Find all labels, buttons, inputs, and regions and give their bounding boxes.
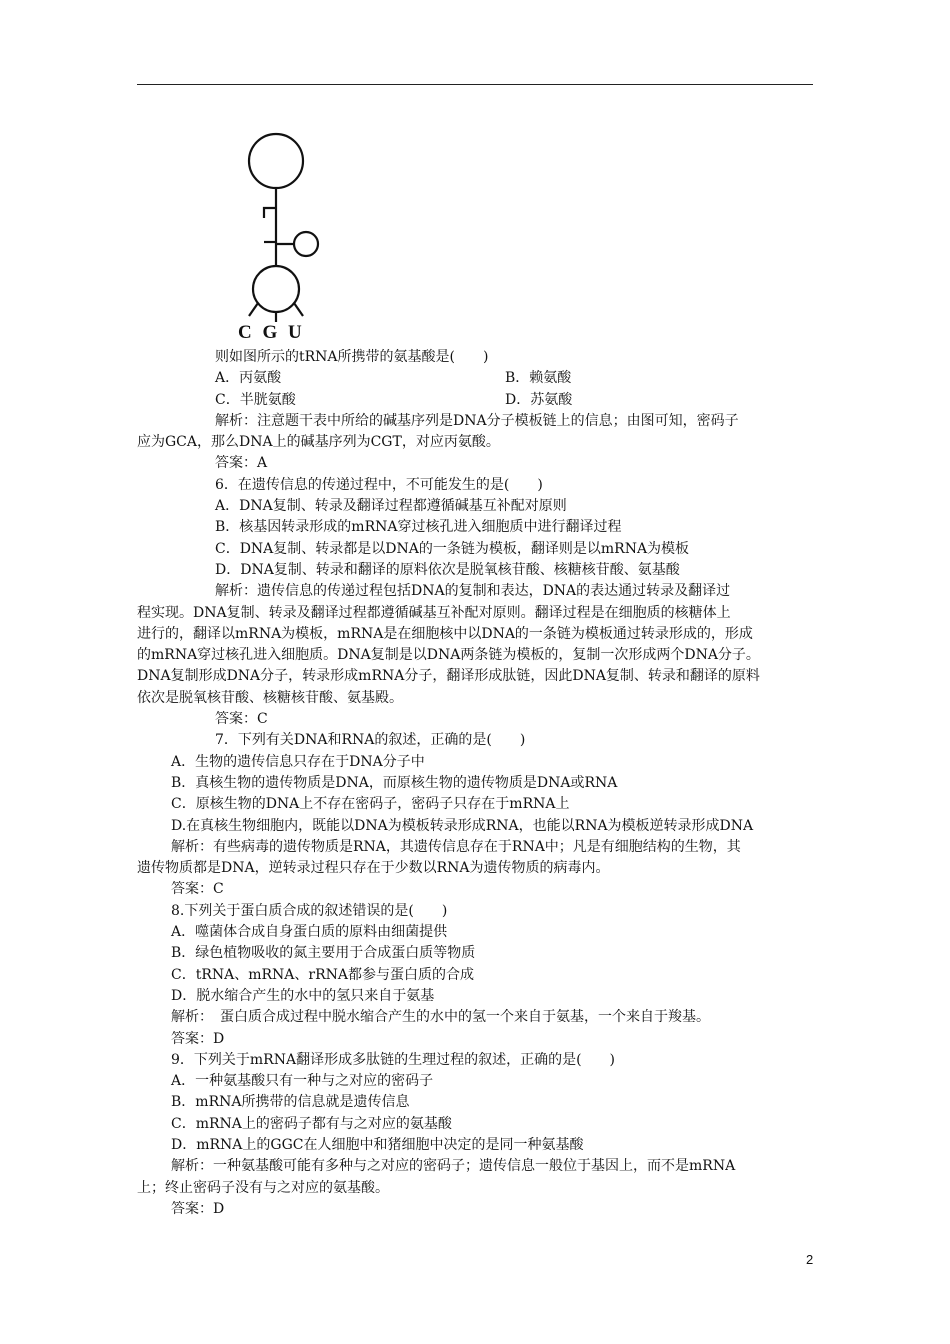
q9-option-b: B．mRNA所携带的信息就是遗传信息 <box>171 1094 410 1111</box>
q6-analysis-line: DNA复制形成DNA分子，转录形成mRNA分子，翻译形成肽链，因此DNA复制、转录和翻译的原料 <box>137 668 760 685</box>
question-content <box>137 347 827 1220</box>
q6-analysis-line: 的mRNA穿过核孔进入细胞质。DNA复制是以DNA两条链为模板的，复制一次形成两个DNA分子。 <box>137 647 760 664</box>
q8-analysis-line: 解析： 蛋白质合成过程中脱水缩合产生的水中的氢一个来自于氨基，一个来自于羧基。 <box>171 1009 710 1026</box>
trna-acceptor-arm <box>264 208 276 218</box>
q6-option-d: D．DNA复制、转录和翻译的原料依次是脱氧核苷酸、核糖核苷酸、氨基酸 <box>215 561 680 578</box>
q9-analysis-line: 解析：一种氨基酸可能有多种与之对应的密码子；遗传信息一般位于基因上，而不是mRNA <box>171 1158 736 1175</box>
q7-analysis-line: 解析：有些病毒的遗传物质是RNA，其遗传信息存在于RNA中；凡是有细胞结构的生物，其 <box>171 838 741 855</box>
q5-option-a: A．丙氨酸 <box>215 370 282 387</box>
q5-stem: 则如图所示的tRNA所携带的氨基酸是( ) <box>215 349 489 365</box>
q5-analysis-line: 应为GCA，那么DNA上的碱基序列为CGT，对应丙氨酸。 <box>137 434 500 451</box>
trna-top-loop <box>249 134 303 188</box>
q6-analysis-line: 进行的，翻译以mRNA为模板，mRNA是在细胞核中以DNA的一条链为模板通过转录形成的，形成 <box>137 625 753 642</box>
q6-option-c: C．DNA复制、转录都是以DNA的一条链为模板，翻译则是以mRNA为模板 <box>215 540 690 557</box>
q8-option-d: D．脱水缩合产生的水中的氢只来自于氨基 <box>171 987 435 1004</box>
q6-option-b: B．核基因转录形成的mRNA穿过核孔进入细胞质中进行翻译过程 <box>215 519 622 536</box>
q8-option-b: B．绿色植物吸收的氮主要用于合成蛋白质等物质 <box>171 945 476 962</box>
q7-option-c: C．原核生物的DNA上不存在密码子，密码子只存在于mRNA上 <box>171 796 570 813</box>
q5-option-c: C．半胱氨酸 <box>215 391 296 408</box>
q8-option-a: A．噬菌体合成自身蛋白质的原料由细菌提供 <box>171 924 448 941</box>
q6-analysis-line: 程实现。DNA复制、转录及翻译过程都遵循碱基互补配对原则。翻译过程是在细胞质的核糖体上 <box>137 604 731 621</box>
q9-stem: 9．下列关于mRNA翻译形成多肽链的生理过程的叙述，正确的是( ) <box>171 1051 616 1068</box>
trna-anticodon-loop <box>253 266 299 312</box>
q5-options-row1 <box>137 368 827 389</box>
q9-option-c: C．mRNA上的密码子都有与之对应的氨基酸 <box>171 1115 452 1132</box>
q7-analysis-line: 遗传物质都是DNA，逆转录过程只存在于少数以RNA为遗传物质的病毒内。 <box>137 860 610 877</box>
q5-answer: 答案：A <box>215 455 268 472</box>
q6-option-a: A．DNA复制、转录及翻译过程都遵循碱基互补配对原则 <box>215 498 567 515</box>
q9-option-d: D．mRNA上的GGC在人细胞中和猪细胞中决定的是同一种氨基酸 <box>171 1136 584 1153</box>
trna-diagram <box>236 124 346 346</box>
trna-right-loop <box>294 232 318 256</box>
q9-answer: 答案：D <box>171 1200 225 1217</box>
trna-anticodon-leg-right <box>294 303 303 316</box>
q9-analysis-line: 上；终止密码子没有与之对应的氨基酸。 <box>137 1179 389 1196</box>
page-number: 2 <box>806 1252 814 1267</box>
q6-analysis-line: 解析：遗传信息的传递过程包括DNA的复制和表达，DNA的表达通过转录及翻译过 <box>215 583 731 600</box>
q6-answer: 答案：C <box>215 711 268 728</box>
trna-anticodon-leg-left <box>249 303 258 316</box>
anticodon-label: C G U <box>238 322 305 343</box>
q5-option-b: B．赖氨酸 <box>505 370 572 387</box>
q7-option-a: A．生物的遗传信息只存在于DNA分子中 <box>171 753 425 770</box>
q5-options-row2 <box>137 390 827 411</box>
q7-option-d: D.在真核生物细胞内，既能以DNA为模板转录形成RNA，也能以RNA为模板逆转录形成DNA <box>171 817 754 834</box>
q8-option-c: C．tRNA、mRNA、rRNA都参与蛋白质的合成 <box>171 966 475 983</box>
header-rule <box>137 84 813 85</box>
q9-option-a: A．一种氨基酸只有一种与之对应的密码子 <box>171 1073 434 1090</box>
q7-answer: 答案：C <box>171 881 224 898</box>
q5-option-d: D．苏氨酸 <box>505 391 573 408</box>
q6-stem: 6．在遗传信息的传递过程中，不可能发生的是( ) <box>215 476 543 493</box>
q8-stem: 8.下列关于蛋白质合成的叙述错误的是( ) <box>171 902 448 919</box>
q8-answer: 答案：D <box>171 1030 225 1047</box>
q7-stem: 7．下列有关DNA和RNA的叙述，正确的是( ) <box>215 732 526 749</box>
trna-cloverleaf-svg <box>236 124 346 324</box>
q7-option-b: B．真核生物的遗传物质是DNA，而原核生物的遗传物质是DNA或RNA <box>171 774 618 791</box>
q6-analysis-line: 依次是脱氧核苷酸、核糖核苷酸、氨基殿。 <box>137 689 403 706</box>
q5-analysis-line: 解析：注意题干表中所给的碱基序列是DNA分子模板链上的信息；由图可知，密码子 <box>215 412 739 429</box>
